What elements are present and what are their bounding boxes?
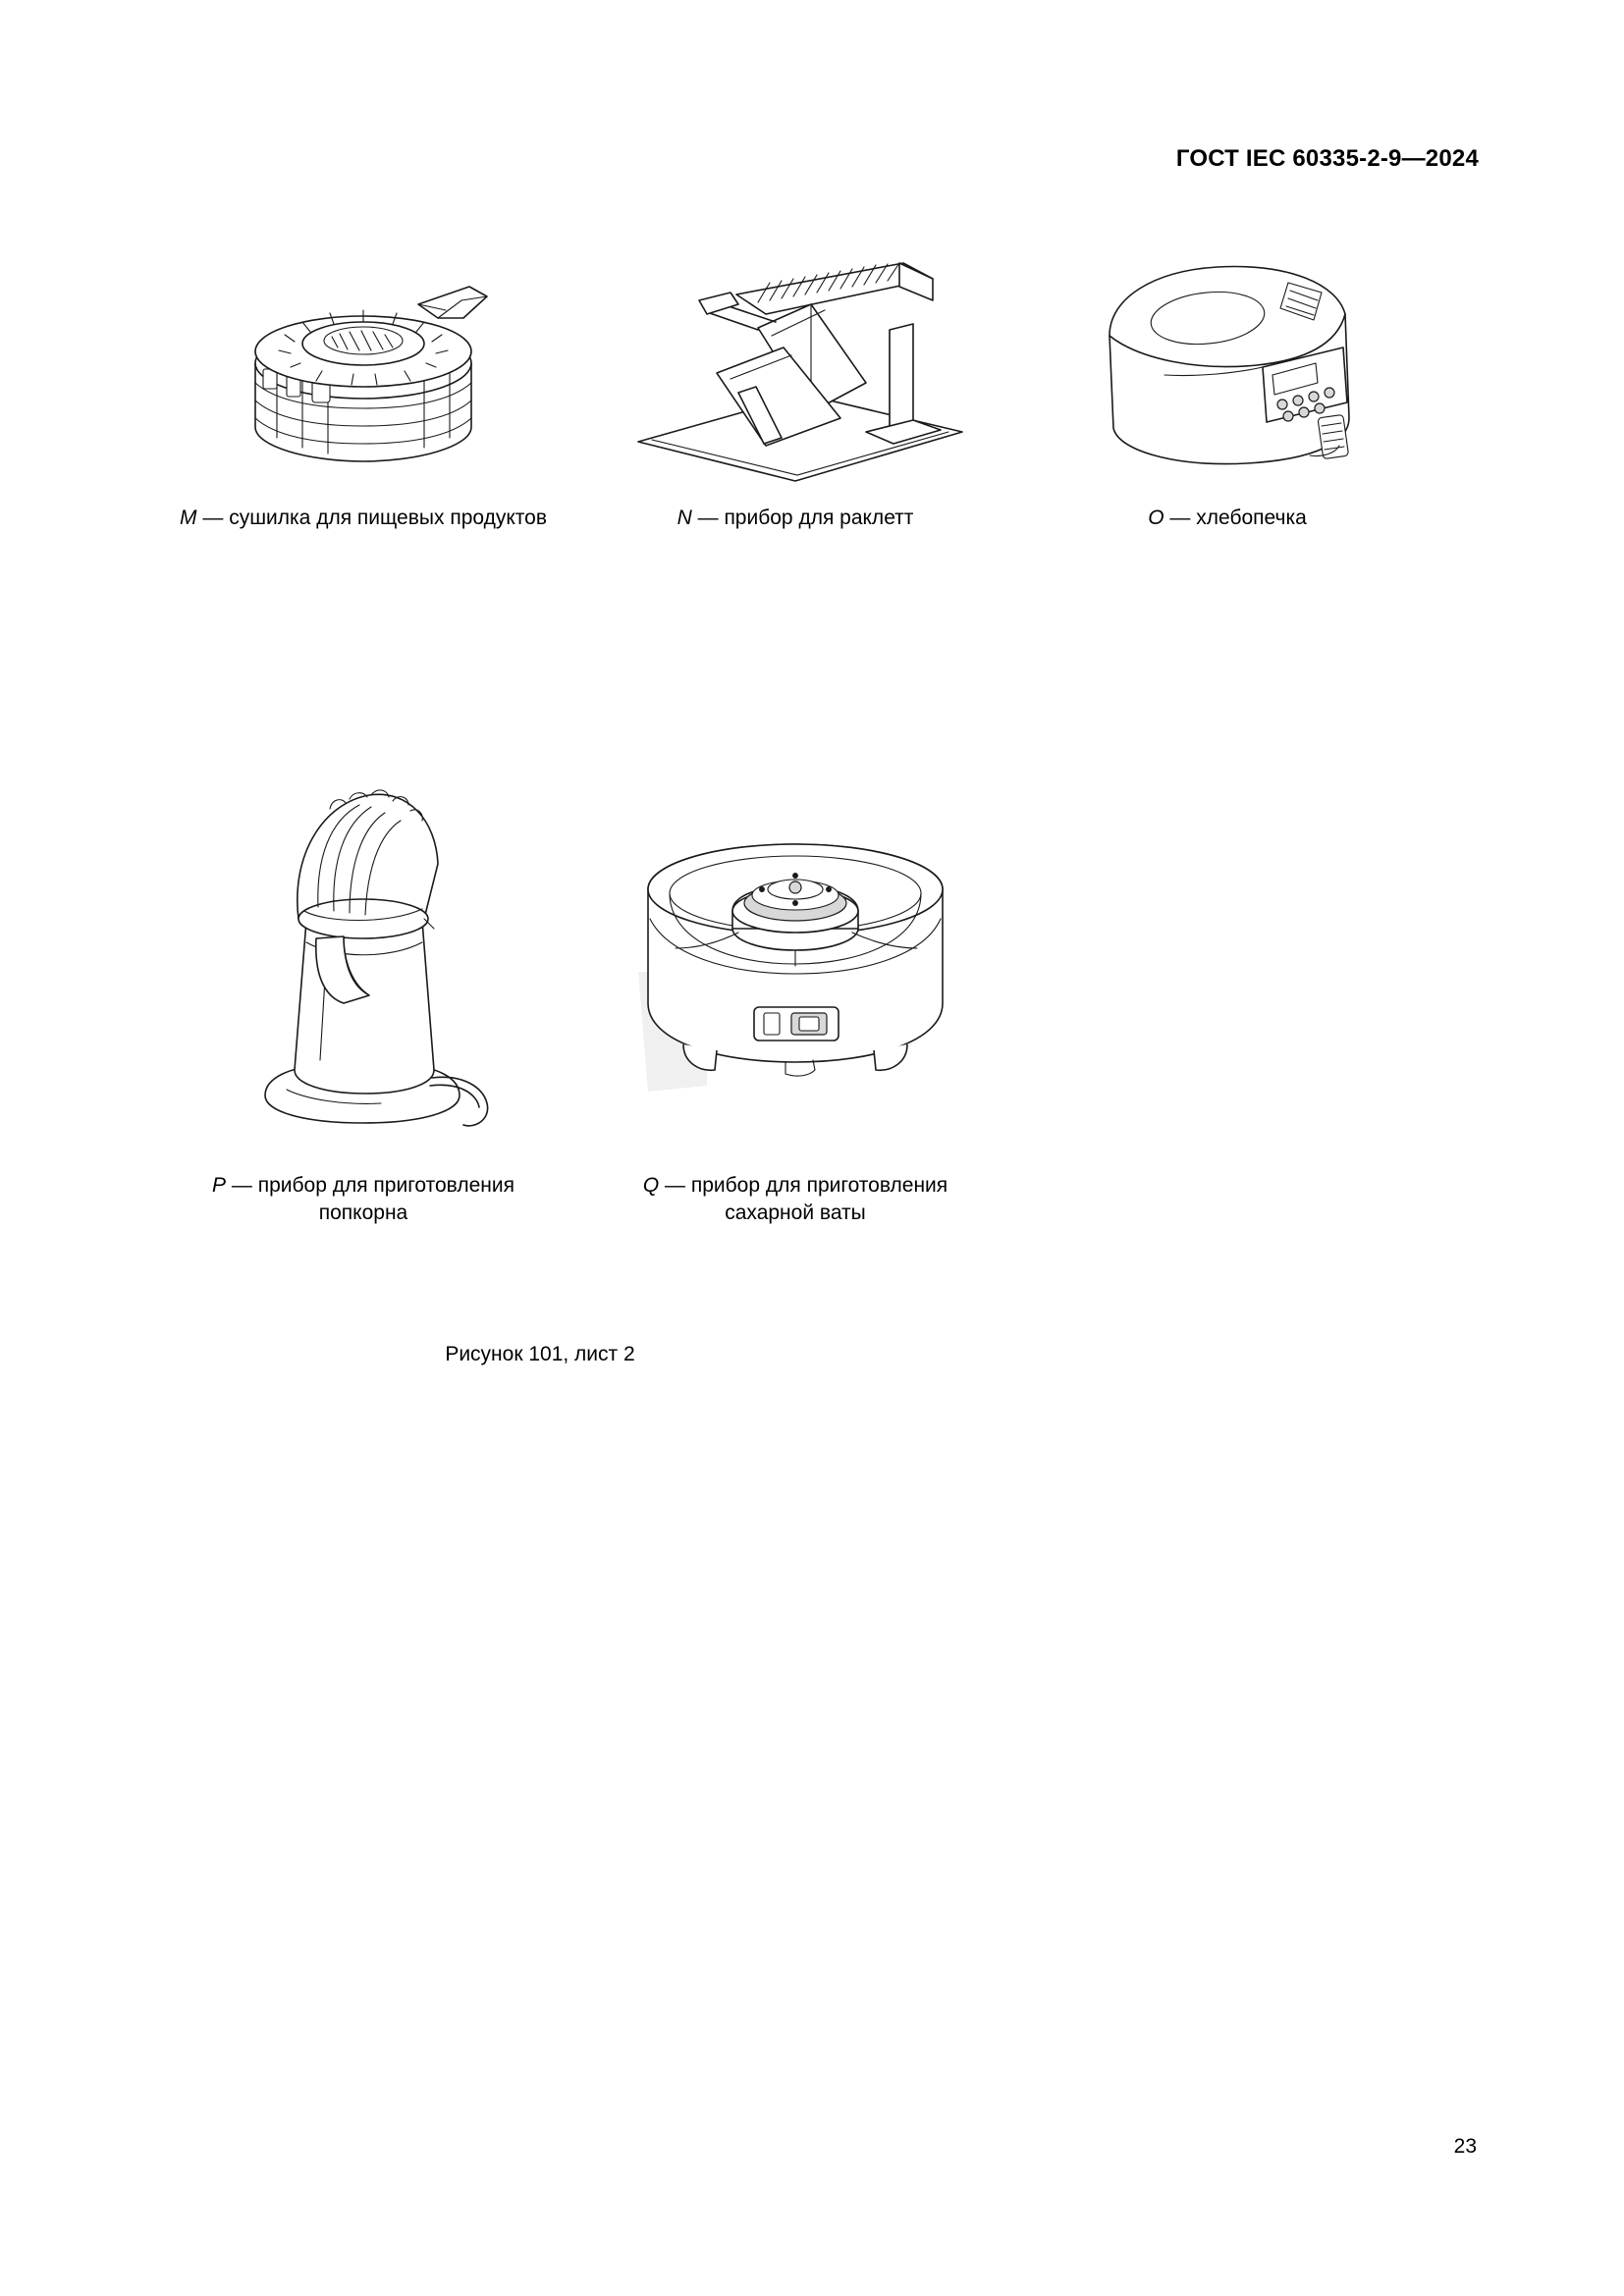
page-number: 23 (1453, 2135, 1477, 2158)
figure-dash-p: — (231, 1174, 252, 1197)
figure-row-1 (147, 245, 1483, 532)
raclette-appliance-icon (609, 245, 982, 491)
figure-dash-m: — (202, 507, 224, 529)
food-dehydrator-icon (216, 245, 511, 491)
figure-caption-text-q: прибор для приготовления сахарной ваты (690, 1174, 948, 1225)
figure-item-m (147, 245, 579, 532)
figure-label-q: Q (642, 1174, 660, 1197)
figure-label-n: N (677, 507, 692, 529)
figure-title: Рисунок 101, лист 2 (445, 1343, 635, 1365)
figure-item-o (1011, 245, 1443, 532)
figure-caption-text-n: прибор для раклетт (724, 507, 914, 529)
popcorn-maker-icon (196, 746, 530, 1158)
figure-label-m: M (180, 507, 197, 529)
figure-dash-q: — (665, 1174, 686, 1197)
document-header: ГОСТ IEC 60335-2-9—2024 (1175, 145, 1479, 172)
bread-maker-icon (1070, 245, 1384, 491)
figure-caption-p (177, 1172, 550, 1228)
figure-caption-q (609, 1172, 982, 1228)
figure-dash-o: — (1169, 507, 1191, 529)
figure-row-2 (147, 746, 1129, 1228)
cotton-candy-machine-icon (589, 746, 1001, 1158)
figure-caption-text-m: сушилка для пищевых продуктов (229, 507, 547, 529)
figure-caption-text-p: прибор для приготовления попкорна (257, 1174, 514, 1225)
figure-label-o: O (1148, 507, 1164, 529)
figure-item-n (579, 245, 1011, 532)
figure-caption-n (677, 505, 914, 532)
figure-dash-n: — (697, 507, 719, 529)
figure-label-p: P (212, 1174, 227, 1197)
figure-caption-o (1148, 505, 1307, 532)
figure-item-p (147, 746, 579, 1228)
figure-item-q (579, 746, 1011, 1228)
figure-caption-text-o: хлебопечка (1196, 507, 1307, 529)
figure-caption-m (180, 505, 547, 532)
